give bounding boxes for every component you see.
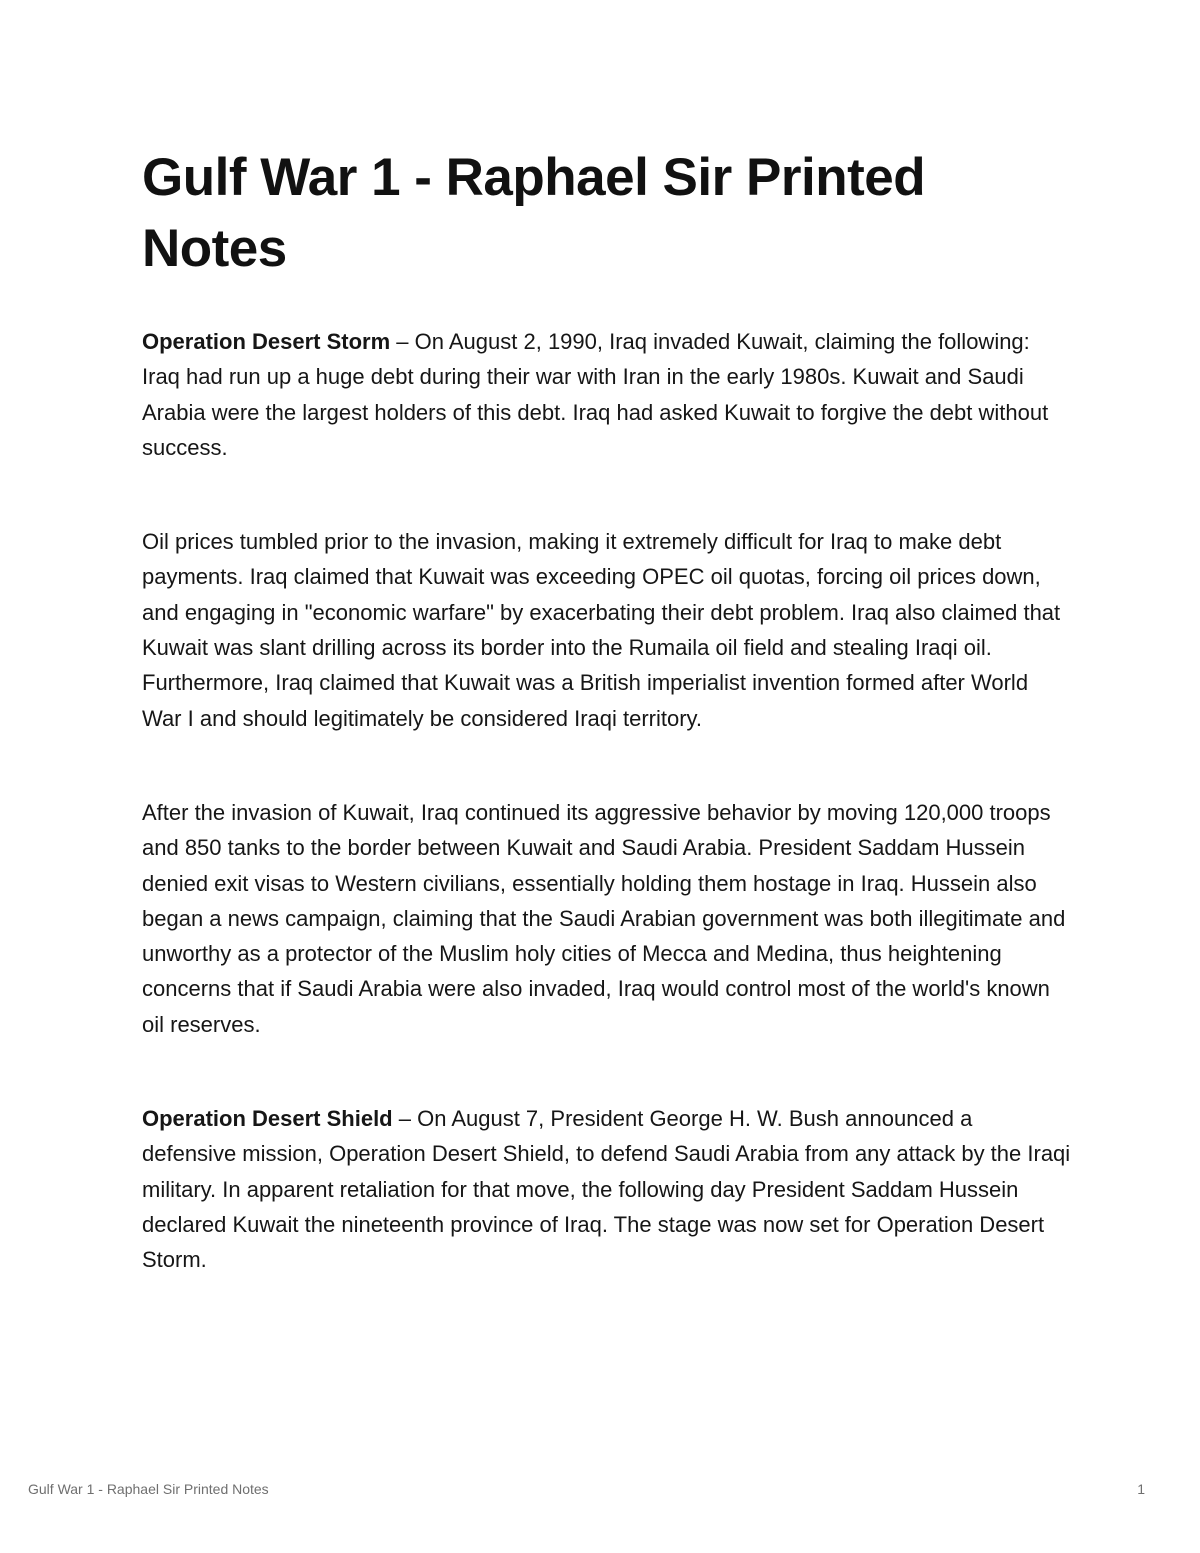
paragraph-lead: Operation Desert Storm bbox=[142, 329, 391, 354]
paragraph-text: Oil prices tumbled prior to the invasion, making it extremely difficult for Iraq to make debt payments. Iraq claimed that Kuwait was exceeding OPEC oil quotas, forcing oil prices down, and engaging in "economic warfare" by exacerbating their debt problem. Iraq also claimed that Kuwait was slant drilling across its border into the Rumaila oil field and stealing Iraqi oil. Furthermore, Iraq claimed that Kuwait was a British imperialist invention formed after World War I and should legitimately be considered Iraqi territory. bbox=[142, 529, 1061, 731]
paragraph-after-invasion bbox=[142, 795, 1072, 1042]
paragraph-text: After the invasion of Kuwait, Iraq continued its aggressive behavior by moving 120,000 troops and 850 tanks to the border between Kuwait and Saudi Arabia. President Saddam Hussein denied exit visas to Western civilians, essentially holding them hostage in Iraq. Hussein also began a news campaign, claiming that the Saudi Arabian government was both illegitimate and unworthy as a protector of the Muslim holy cities of Mecca and Medina, thus heightening concerns that if Saudi Arabia were also invaded, Iraq would control most of the world's known oil reserves. bbox=[142, 799, 1066, 1037]
paragraph-text: – On August 7, President George H. W. Bush announced a defensive mission, Operation Desert Shield, to defend Saudi Arabia from any attack by the Iraqi military. In apparent retaliation for that move, the following day President Saddam Hussein declared Kuwait the nineteenth province of Iraq. The stage was now set for Operation Desert Storm. bbox=[142, 1106, 1071, 1273]
paragraph-oil-prices bbox=[142, 524, 1072, 736]
footer-page-number: 1 bbox=[1137, 1481, 1145, 1497]
paragraph-desert-storm bbox=[142, 324, 1072, 465]
paragraph-desert-shield bbox=[142, 1101, 1072, 1277]
document-body bbox=[142, 142, 1072, 1278]
footer-document-title: Gulf War 1 - Raphael Sir Printed Notes bbox=[28, 1481, 269, 1497]
paragraph-lead: Operation Desert Shield bbox=[142, 1106, 393, 1132]
page-title: Gulf War 1 - Raphael Sir Printed Notes bbox=[142, 148, 926, 278]
paragraph-text: – On August 2, 1990, Iraq invaded Kuwait, claiming the following: Iraq had run up a huge debt during their war with Iran in the early 1980s. Kuwait and Saudi Arabia were the largest holders of this debt. Iraq had asked Kuwait to forgive the debt without success. bbox=[142, 329, 1049, 460]
